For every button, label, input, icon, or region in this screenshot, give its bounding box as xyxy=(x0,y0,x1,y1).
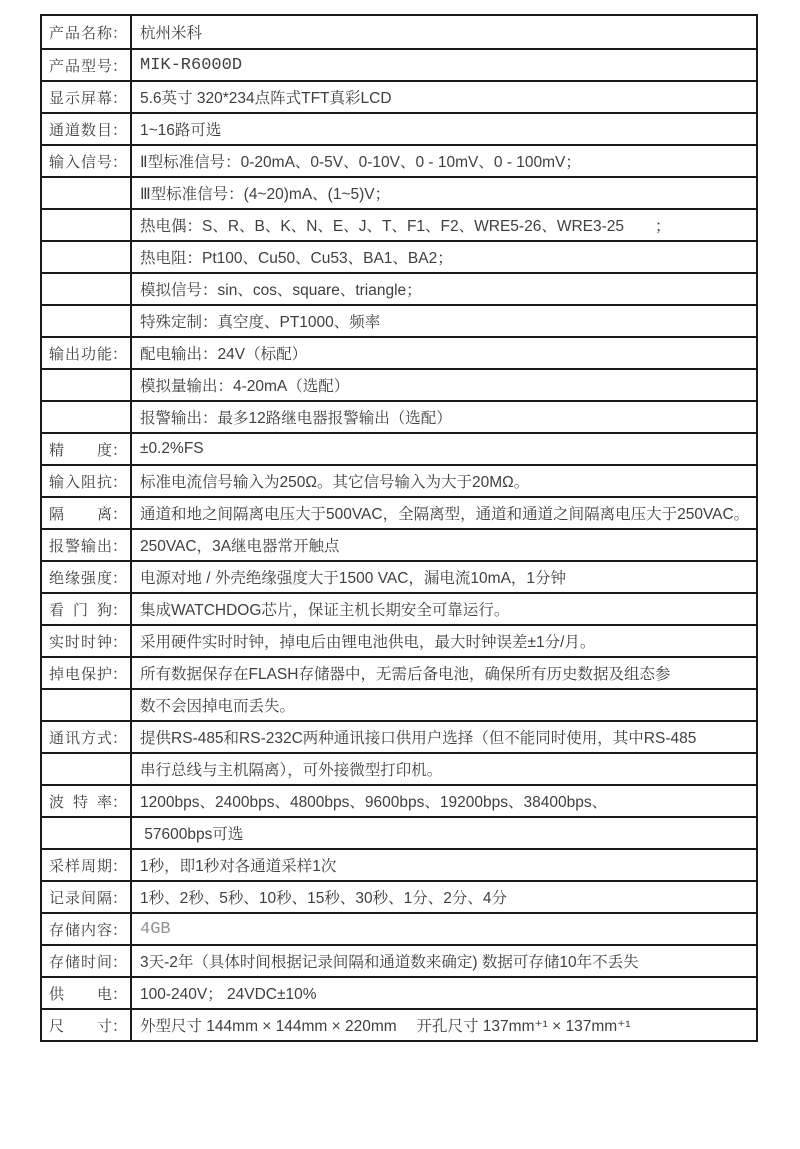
spec-label: 通讯方式 xyxy=(49,729,112,747)
table-row xyxy=(42,496,756,528)
spec-label-colon: ： xyxy=(111,537,127,555)
spec-label-cell xyxy=(42,690,132,720)
table-row xyxy=(42,656,756,688)
spec-value: 配电输出：24V（标配） xyxy=(140,346,308,363)
spec-label-colon: ： xyxy=(111,345,127,363)
table-row xyxy=(42,112,756,144)
spec-label-cell xyxy=(42,370,132,400)
spec-value: 标准电流信号输入为250Ω。其它信号输入为大于20MΩ。 xyxy=(140,474,530,491)
spec-value: 热电阻：Pt100、Cu50、Cu53、BA1、BA2； xyxy=(140,250,453,267)
spec-value: 1~16路可选 xyxy=(140,122,222,139)
table-row xyxy=(42,560,756,592)
spec-label-colon: ： xyxy=(111,89,127,107)
spec-value: ±0.2%FS xyxy=(140,440,204,457)
spec-label: 显示屏幕 xyxy=(49,89,112,107)
spec-value: 3天-2年（具体时间根据记录间隔和通道数来确定) 数据可存储10年不丢失 xyxy=(140,954,639,971)
table-row xyxy=(42,752,756,784)
spec-label-cell xyxy=(42,178,132,208)
spec-label-colon: ： xyxy=(111,985,127,1003)
spec-label-cell xyxy=(42,466,132,496)
spec-label-colon: ： xyxy=(111,505,127,523)
spec-value: 1200bps、2400bps、4800bps、9600bps、19200bps、38400bps、 xyxy=(140,794,608,811)
table-row xyxy=(42,400,756,432)
spec-label: 通道数目 xyxy=(49,121,112,139)
spec-label-colon: ： xyxy=(111,953,127,971)
spec-label-cell xyxy=(42,850,132,880)
spec-label-cell xyxy=(42,882,132,912)
spec-value: 1秒，即1秒对各通道采样1次 xyxy=(140,858,337,875)
spec-label: 产品型号 xyxy=(49,57,112,75)
spec-label: 绝缘强度 xyxy=(49,569,112,587)
table-row xyxy=(42,368,756,400)
spec-label-cell xyxy=(42,722,132,752)
spec-label-colon: ： xyxy=(111,473,127,491)
spec-label-cell xyxy=(42,434,132,464)
spec-label: 记录间隔 xyxy=(49,889,112,907)
table-row xyxy=(42,592,756,624)
spec-label-colon: ： xyxy=(111,665,127,683)
spec-label-cell xyxy=(42,530,132,560)
spec-label: 产品名称 xyxy=(49,24,112,42)
spec-label-cell xyxy=(42,658,132,688)
table-row xyxy=(42,240,756,272)
spec-label-cell xyxy=(42,242,132,272)
spec-label-cell xyxy=(42,306,132,336)
spec-label-colon: ： xyxy=(111,1017,127,1035)
spec-label-colon: ： xyxy=(111,633,127,651)
spec-label: 存储内容 xyxy=(49,921,112,939)
spec-value: Ⅱ型标准信号：0-20mA、0-5V、0-10V、0 - 10mV、0 - 100mV； xyxy=(140,154,581,171)
table-row xyxy=(42,848,756,880)
spec-value: 4GB xyxy=(140,919,171,939)
spec-label: 隔离 xyxy=(49,505,112,523)
spec-label-cell xyxy=(42,146,132,176)
table-row xyxy=(42,912,756,944)
spec-label-cell xyxy=(42,498,132,528)
spec-label-cell xyxy=(42,402,132,432)
spec-label-cell xyxy=(42,338,132,368)
spec-value: 5.6英寸 320*234点阵式TFT真彩LCD xyxy=(140,90,392,107)
spec-label-cell xyxy=(42,50,132,80)
spec-label-cell xyxy=(42,1010,132,1040)
table-row xyxy=(42,880,756,912)
spec-value: 采用硬件实时时钟，掉电后由锂电池供电，最大时钟误差±1分/月。 xyxy=(140,634,596,651)
spec-label-cell xyxy=(42,818,132,848)
table-row xyxy=(42,432,756,464)
spec-label-cell xyxy=(42,82,132,112)
spec-label: 存储时间 xyxy=(49,953,112,971)
table-row xyxy=(42,304,756,336)
spec-label: 报警输出 xyxy=(49,537,112,555)
table-row xyxy=(42,16,756,48)
spec-label-cell xyxy=(42,754,132,784)
spec-value: 模拟量输出：4-20mA（选配） xyxy=(140,378,350,395)
table-row xyxy=(42,688,756,720)
spec-value: 57600bps可选 xyxy=(140,826,244,843)
spec-label: 尺寸 xyxy=(49,1017,112,1035)
spec-label-cell xyxy=(42,16,132,48)
spec-value: 模拟信号：sin、cos、square、triangle； xyxy=(140,282,422,299)
table-row xyxy=(42,272,756,304)
table-row xyxy=(42,528,756,560)
spec-value: 所有数据保存在FLASH存储器中，无需后备电池，确保所有历史数据及组态参 xyxy=(140,666,671,683)
spec-label-colon: ： xyxy=(111,569,127,587)
spec-label-colon: ： xyxy=(111,889,127,907)
spec-label-colon: ： xyxy=(111,153,127,171)
spec-label: 实时时钟 xyxy=(49,633,112,651)
spec-value: 数不会因掉电而丢失。 xyxy=(140,698,296,715)
table-row xyxy=(42,624,756,656)
spec-value: 1秒、2秒、5秒、10秒、15秒、30秒、1分、2分、4分 xyxy=(140,890,507,907)
table-row xyxy=(42,336,756,368)
table-row xyxy=(42,144,756,176)
spec-value: 热电偶：S、R、B、K、N、E、J、T、F1、F2、WRE5-26、WRE3-25 ； xyxy=(140,218,671,235)
spec-label-cell xyxy=(42,626,132,656)
table-row xyxy=(42,784,756,816)
spec-label-cell xyxy=(42,562,132,592)
spec-label-cell xyxy=(42,594,132,624)
table-row xyxy=(42,1008,756,1040)
spec-label-cell xyxy=(42,786,132,816)
spec-label: 输入阻抗 xyxy=(49,473,112,491)
spec-value: 外型尺寸 144mm × 144mm × 220mm 开孔尺寸 137mm⁺¹ × 137mm⁺¹ xyxy=(140,1018,631,1035)
spec-label-colon: ： xyxy=(111,24,127,42)
spec-label-colon: ： xyxy=(111,121,127,139)
table-row xyxy=(42,80,756,112)
spec-label-cell xyxy=(42,946,132,976)
spec-label: 掉电保护 xyxy=(49,665,112,683)
spec-value: 100-240V； 24VDC±10% xyxy=(140,986,317,1003)
table-row xyxy=(42,48,756,80)
spec-value: 串行总线与主机隔离），可外接微型打印机。 xyxy=(140,762,443,779)
spec-label-colon: ： xyxy=(111,729,127,747)
table-row xyxy=(42,464,756,496)
spec-value: Ⅲ型标准信号：(4~20)mA、(1~5)V； xyxy=(140,186,391,203)
table-row xyxy=(42,208,756,240)
table-row xyxy=(42,176,756,208)
spec-value: 通道和地之间隔离电压大于500VAC，全隔离型，通道和通道之间隔离电压大于250VAC。 xyxy=(140,506,750,523)
spec-value: 250VAC，3A继电器常开触点 xyxy=(140,538,340,555)
spec-label-colon: ： xyxy=(111,793,127,811)
spec-value: 杭州米科 xyxy=(140,25,203,42)
spec-value: 报警输出：最多12路继电器报警输出（选配） xyxy=(140,410,452,427)
spec-value: 提供RS-485和RS-232C两种通讯接口供用户选择（但不能同时使用，其中RS-485 xyxy=(140,730,697,747)
spec-value: 特殊定制：真空度、PT1000、频率 xyxy=(140,314,381,331)
table-row xyxy=(42,816,756,848)
spec-label-cell xyxy=(42,914,132,944)
spec-label: 供电 xyxy=(49,985,112,1003)
spec-label-cell xyxy=(42,978,132,1008)
spec-label-colon: ： xyxy=(111,921,127,939)
spec-label-colon: ： xyxy=(111,441,127,459)
spec-label-colon: ： xyxy=(111,601,127,619)
spec-value: MIK-R6000D xyxy=(140,55,243,75)
table-row xyxy=(42,720,756,752)
spec-label-cell xyxy=(42,114,132,144)
spec-value: 集成WATCHDOG芯片，保证主机长期安全可靠运行。 xyxy=(140,602,510,619)
spec-label-cell xyxy=(42,274,132,304)
spec-label: 采样周期 xyxy=(49,857,112,875)
table-row xyxy=(42,944,756,976)
spec-label: 输入信号 xyxy=(49,153,112,171)
table-row xyxy=(42,976,756,1008)
spec-table xyxy=(40,14,758,1042)
spec-label: 输出功能 xyxy=(49,345,112,363)
spec-label-colon: ： xyxy=(111,57,127,75)
spec-label-colon: ： xyxy=(111,857,127,875)
spec-label: 精度 xyxy=(49,441,112,459)
spec-label: 波特率 xyxy=(49,793,112,811)
spec-label-cell xyxy=(42,210,132,240)
spec-label: 看门狗 xyxy=(49,601,112,619)
spec-value: 电源对地 / 外壳绝缘强度大于1500 VAC，漏电流10mA，1分钟 xyxy=(140,570,567,587)
